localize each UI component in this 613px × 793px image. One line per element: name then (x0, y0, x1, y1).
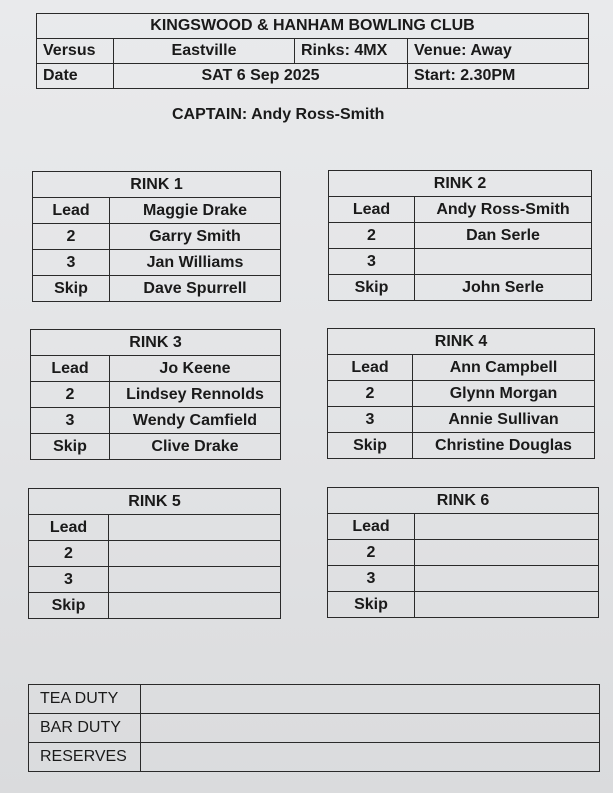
position-label: Lead (329, 197, 415, 223)
player-name (415, 249, 592, 275)
player-name: Jo Keene (110, 356, 281, 382)
rink-title: RINK 4 (328, 329, 595, 355)
player-name: Dan Serle (415, 223, 592, 249)
rink-1-table (32, 171, 281, 302)
position-label: Skip (31, 434, 110, 460)
versus-label: Versus (37, 39, 114, 64)
duty-label: RESERVES (29, 743, 141, 772)
duty-label: TEA DUTY (29, 685, 141, 714)
player-name (109, 567, 281, 593)
player-name: Christine Douglas (413, 433, 595, 459)
table-row (31, 356, 281, 382)
player-name: Jan Williams (110, 250, 281, 276)
table-row (328, 381, 595, 407)
table-row (328, 514, 599, 540)
duty-value (141, 685, 600, 714)
table-row (328, 355, 595, 381)
position-label: Lead (29, 515, 109, 541)
player-name: Dave Spurrell (110, 276, 281, 302)
rinks-format: Rinks: 4MX (295, 39, 408, 64)
table-row (33, 198, 281, 224)
rink-2-table (328, 170, 592, 301)
position-label: Skip (29, 593, 109, 619)
position-label: 3 (329, 249, 415, 275)
position-label: 2 (29, 541, 109, 567)
position-label: Skip (328, 433, 413, 459)
captain-line: CAPTAIN: Andy Ross-Smith (172, 106, 385, 123)
table-row (329, 197, 592, 223)
position-label: 2 (31, 382, 110, 408)
duty-value (141, 743, 600, 772)
player-name: Garry Smith (110, 224, 281, 250)
player-name (415, 566, 599, 592)
position-label: Lead (328, 514, 415, 540)
position-label: Lead (31, 356, 110, 382)
position-label: Skip (329, 275, 415, 301)
opponent-name: Eastville (114, 39, 295, 64)
position-label: 3 (29, 567, 109, 593)
table-row (31, 408, 281, 434)
table-row (328, 433, 595, 459)
player-name (415, 540, 599, 566)
position-label: Skip (328, 592, 415, 618)
duties-table (28, 684, 600, 772)
player-name (109, 541, 281, 567)
position-label: 3 (328, 566, 415, 592)
position-label: 2 (33, 224, 110, 250)
player-name: Annie Sullivan (413, 407, 595, 433)
player-name (415, 592, 599, 618)
duty-label: BAR DUTY (29, 714, 141, 743)
player-name (109, 515, 281, 541)
table-row (329, 275, 592, 301)
table-row (33, 224, 281, 250)
table-row (29, 685, 600, 714)
table-row (33, 250, 281, 276)
table-row (31, 434, 281, 460)
player-name: John Serle (415, 275, 592, 301)
player-name: Maggie Drake (110, 198, 281, 224)
position-label: 2 (328, 381, 413, 407)
position-label: 2 (328, 540, 415, 566)
position-label: 2 (329, 223, 415, 249)
table-row (29, 743, 600, 772)
player-name (109, 593, 281, 619)
position-label: 3 (328, 407, 413, 433)
player-name: Andy Ross-Smith (415, 197, 592, 223)
rink-title: RINK 1 (33, 172, 281, 198)
venue: Venue: Away (408, 39, 589, 64)
duty-value (141, 714, 600, 743)
rink-title: RINK 5 (29, 489, 281, 515)
player-name: Lindsey Rennolds (110, 382, 281, 408)
player-name: Glynn Morgan (413, 381, 595, 407)
player-name: Wendy Camfield (110, 408, 281, 434)
table-row (329, 223, 592, 249)
rink-title: RINK 6 (328, 488, 599, 514)
table-row (29, 593, 281, 619)
table-row (29, 567, 281, 593)
player-name: Clive Drake (110, 434, 281, 460)
start-time: Start: 2.30PM (408, 64, 589, 89)
player-name: Ann Campbell (413, 355, 595, 381)
position-label: Skip (33, 276, 110, 302)
table-row (29, 515, 281, 541)
rink-6-table (327, 487, 599, 618)
club-name: KINGSWOOD & HANHAM BOWLING CLUB (37, 14, 589, 39)
rink-5-table (28, 488, 281, 619)
position-label: Lead (328, 355, 413, 381)
match-date: SAT 6 Sep 2025 (114, 64, 408, 89)
position-label: 3 (31, 408, 110, 434)
match-header-table (36, 13, 589, 89)
table-row (33, 276, 281, 302)
table-row (29, 541, 281, 567)
table-row (328, 407, 595, 433)
position-label: 3 (33, 250, 110, 276)
position-label: Lead (33, 198, 110, 224)
rink-title: RINK 3 (31, 330, 281, 356)
player-name (415, 514, 599, 540)
rink-3-table (30, 329, 281, 460)
table-row (29, 714, 600, 743)
rink-title: RINK 2 (329, 171, 592, 197)
table-row (328, 592, 599, 618)
table-row (328, 566, 599, 592)
table-row (329, 249, 592, 275)
rink-4-table (327, 328, 595, 459)
table-row (328, 540, 599, 566)
date-label: Date (37, 64, 114, 89)
table-row (31, 382, 281, 408)
